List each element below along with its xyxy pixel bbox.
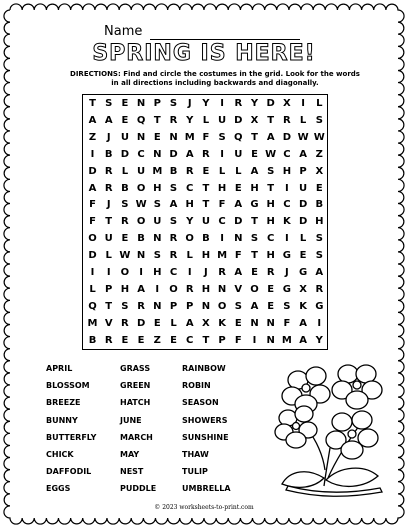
grid-letter[interactable]: Z xyxy=(315,148,323,160)
grid-letter[interactable]: R xyxy=(234,98,243,109)
grid-letter[interactable]: O xyxy=(250,283,259,295)
grid-letter[interactable]: H xyxy=(153,182,162,194)
grid-letter[interactable]: X xyxy=(299,283,307,295)
grid-letter[interactable]: T xyxy=(202,334,210,346)
word-list-item: TULIP xyxy=(182,467,208,477)
grid-letter[interactable]: J xyxy=(204,267,208,278)
grid-letter[interactable]: D xyxy=(298,199,308,211)
grid-letter[interactable]: B xyxy=(121,182,129,194)
grid-letter[interactable]: P xyxy=(218,334,226,346)
grid-letter[interactable]: M xyxy=(87,317,98,329)
grid-letter[interactable]: I xyxy=(90,148,95,160)
grid-letter[interactable]: I xyxy=(301,98,305,109)
grid-letter[interactable]: E xyxy=(121,114,129,126)
grid-letter[interactable]: W xyxy=(265,148,277,160)
word-list-item: RAINBOW xyxy=(182,364,226,373)
grid-letter[interactable]: R xyxy=(169,233,178,245)
grid-letter[interactable]: I xyxy=(90,267,95,278)
grid-letter[interactable]: I xyxy=(285,182,289,194)
grid-letter[interactable]: E xyxy=(137,334,145,346)
grid-letter[interactable]: Q xyxy=(136,114,146,126)
grid-letter[interactable]: A xyxy=(185,317,194,329)
grid-letter[interactable]: T xyxy=(153,114,161,126)
grid-letter[interactable]: F xyxy=(89,199,96,211)
grid-letter[interactable]: A xyxy=(234,199,243,211)
grid-letter[interactable]: F xyxy=(234,250,242,262)
grid-letter[interactable]: P xyxy=(169,300,178,312)
grid-letter[interactable]: X xyxy=(250,114,259,126)
grid-letter[interactable]: H xyxy=(217,182,227,194)
grid-letter[interactable]: N xyxy=(169,131,178,143)
grid-letter[interactable]: I xyxy=(252,334,257,346)
grid-letter[interactable]: I xyxy=(187,267,192,278)
grid-letter[interactable]: E xyxy=(299,250,307,262)
word-list-item: JUNE xyxy=(120,415,142,425)
grid-letter[interactable]: S xyxy=(315,250,323,262)
grid-letter[interactable]: L xyxy=(218,165,226,177)
grid-letter[interactable]: R xyxy=(218,267,226,278)
word-list-item: UMBRELLA xyxy=(182,484,231,494)
grid-letter[interactable]: S xyxy=(105,98,113,109)
grid-letter[interactable]: T xyxy=(251,250,258,262)
grid-letter[interactable]: X xyxy=(202,317,210,329)
grid-letter[interactable]: E xyxy=(170,334,177,346)
word-list-item: HATCH xyxy=(120,398,151,408)
grid-letter[interactable]: E xyxy=(153,317,161,329)
grid-letter[interactable]: Y xyxy=(202,98,210,109)
grid-letter[interactable]: R xyxy=(185,283,194,295)
grid-letter[interactable]: D xyxy=(298,216,308,228)
grid-letter[interactable]: T xyxy=(105,300,113,312)
word-list-item: BREEZE xyxy=(46,398,81,408)
grid-letter[interactable]: S xyxy=(121,199,129,211)
grid-letter[interactable]: E xyxy=(234,182,242,194)
grid-letter[interactable]: B xyxy=(169,165,178,177)
word-list-item: DAFFODIL xyxy=(46,467,92,477)
grid-letter[interactable]: E xyxy=(121,334,129,346)
grid-letter[interactable]: D xyxy=(120,148,130,160)
grid-letter[interactable]: O xyxy=(185,233,194,245)
grid-letter[interactable]: L xyxy=(202,114,210,126)
grid-letter[interactable]: S xyxy=(250,233,259,245)
grid-letter[interactable]: E xyxy=(315,182,323,194)
grid-letter[interactable]: H xyxy=(282,165,292,177)
grid-letter[interactable]: D xyxy=(88,165,97,177)
grid-letter[interactable]: T xyxy=(202,199,210,211)
grid-letter[interactable]: R xyxy=(266,267,275,278)
grid-letter[interactable]: H xyxy=(266,250,275,262)
grid-letter[interactable]: B xyxy=(88,334,97,346)
grid-letter[interactable]: S xyxy=(153,199,161,211)
grid-letter[interactable]: N xyxy=(153,233,162,245)
grid-letter[interactable]: R xyxy=(169,114,178,126)
grid-letter[interactable]: N xyxy=(217,283,227,295)
grid-letter[interactable]: B xyxy=(137,233,145,245)
grid-letter[interactable]: M xyxy=(217,250,228,262)
grid-letter[interactable]: O xyxy=(136,182,146,194)
word-list-item: CHICK xyxy=(46,450,74,459)
grid-letter[interactable]: I xyxy=(139,267,143,278)
grid-letter[interactable]: A xyxy=(250,300,259,312)
grid-letter[interactable]: D xyxy=(266,98,275,109)
grid-letter[interactable]: E xyxy=(121,233,129,245)
word-list-item: BLOSSOM xyxy=(46,381,90,391)
grid-letter[interactable]: T xyxy=(267,114,275,126)
grid-letter[interactable]: H xyxy=(201,250,211,262)
grid-letter[interactable]: O xyxy=(136,216,146,228)
grid-letter[interactable]: B xyxy=(202,233,210,245)
grid-letter[interactable]: H xyxy=(201,283,211,295)
grid-letter[interactable]: F xyxy=(218,199,226,211)
name-field-line[interactable] xyxy=(150,39,300,40)
grid-letter[interactable]: U xyxy=(137,165,146,177)
grid-letter[interactable]: B xyxy=(315,199,324,211)
word-list-item: ROBIN xyxy=(182,381,211,391)
grid-letter[interactable]: W xyxy=(297,131,309,143)
grid-letter[interactable]: H xyxy=(120,283,130,295)
grid-letter[interactable]: I xyxy=(220,148,224,160)
grid-letter[interactable]: S xyxy=(283,300,291,312)
grid-letter[interactable]: D xyxy=(136,317,146,329)
grid-letter[interactable]: X xyxy=(315,165,324,177)
name-label: Name xyxy=(104,24,143,39)
grid-letter[interactable]: N xyxy=(266,317,275,329)
grid-letter[interactable]: A xyxy=(88,114,97,126)
grid-letter[interactable]: R xyxy=(104,334,113,346)
grid-letter[interactable]: S xyxy=(169,98,178,109)
grid-letter[interactable]: F xyxy=(89,216,96,228)
grid-letter[interactable]: E xyxy=(234,317,242,329)
word-list-item: NEST xyxy=(120,467,144,477)
grid-letter[interactable]: Y xyxy=(315,334,323,346)
grid-letter[interactable]: E xyxy=(251,148,258,160)
grid-letter[interactable]: H xyxy=(153,267,162,278)
grid-letter[interactable]: C xyxy=(169,267,178,278)
grid-letter[interactable]: J xyxy=(285,267,289,278)
grid-letter[interactable]: W xyxy=(135,199,147,211)
grid-letter[interactable]: A xyxy=(137,283,145,295)
grid-letter[interactable]: S xyxy=(218,131,226,143)
grid-letter[interactable]: D xyxy=(234,216,243,228)
grid-letter[interactable]: C xyxy=(267,233,275,245)
word-list-item: THAW xyxy=(182,450,209,459)
grid-letter[interactable]: V xyxy=(104,317,113,329)
grid-letter[interactable]: L xyxy=(170,317,177,329)
grid-letter[interactable]: C xyxy=(218,216,226,228)
grid-letter[interactable]: I xyxy=(220,233,224,245)
grid-letter[interactable]: G xyxy=(298,267,308,278)
grid-letter[interactable]: N xyxy=(234,233,243,245)
word-list-item: MARCH xyxy=(120,432,153,442)
grid-letter[interactable]: N xyxy=(136,250,146,262)
word-list-item: GREEN xyxy=(120,381,151,391)
grid-letter[interactable]: U xyxy=(218,114,227,126)
word-list-item: SEASON xyxy=(182,398,219,408)
grid-letter[interactable]: G xyxy=(250,199,259,211)
grid-letter[interactable]: R xyxy=(104,182,113,194)
grid-letter[interactable]: R xyxy=(121,317,129,329)
grid-letter[interactable]: R xyxy=(104,165,113,177)
grid-letter[interactable]: C xyxy=(137,148,145,160)
grid-letter[interactable]: A xyxy=(104,114,113,126)
grid-letter[interactable]: J xyxy=(187,98,192,109)
grid-letter[interactable]: A xyxy=(299,317,307,329)
grid-letter[interactable]: A xyxy=(234,267,243,278)
grid-letter[interactable]: U xyxy=(104,233,113,245)
grid-letter[interactable]: C xyxy=(283,148,291,160)
grid-letter[interactable]: U xyxy=(153,216,162,228)
grid-letter[interactable]: Y xyxy=(250,98,259,109)
grid-letter[interactable]: U xyxy=(201,216,210,228)
word-list-item: APRIL xyxy=(46,364,73,373)
grid-letter[interactable]: R xyxy=(121,216,129,228)
grid-letter[interactable]: A xyxy=(315,267,324,278)
word-list-item: SUNSHINE xyxy=(182,432,229,442)
grid-letter[interactable]: R xyxy=(169,250,178,262)
grid-letter[interactable]: K xyxy=(299,300,307,312)
grid-letter[interactable]: P xyxy=(186,300,194,312)
grid-letter[interactable]: N xyxy=(266,334,275,346)
puzzle-grid[interactable] xyxy=(84,95,328,349)
grid-letter[interactable]: S xyxy=(153,250,161,262)
grid-letter[interactable]: T xyxy=(105,216,113,228)
grid-letter[interactable]: I xyxy=(285,233,289,245)
grid-letter[interactable]: D xyxy=(234,114,243,126)
grid-letter[interactable]: B xyxy=(104,148,113,160)
grid-letter[interactable]: Z xyxy=(88,131,97,143)
grid-letter[interactable]: Z xyxy=(153,334,161,346)
grid-letter[interactable]: T xyxy=(267,182,275,194)
grid-letter[interactable]: N xyxy=(201,300,211,312)
grid-letter[interactable]: Q xyxy=(234,131,243,143)
grid-letter[interactable]: D xyxy=(282,131,292,143)
grid-letter[interactable]: R xyxy=(185,165,194,177)
grid-letter[interactable]: W xyxy=(119,250,131,262)
word-list-item: EGGS xyxy=(46,484,71,494)
word-list-item: MAY xyxy=(120,450,140,459)
page-title: SPRING IS HERE! xyxy=(92,41,316,66)
grid-letter[interactable]: R xyxy=(283,114,291,126)
grid-letter[interactable]: J xyxy=(106,131,111,143)
grid-letter[interactable]: J xyxy=(106,199,111,211)
grid-letter[interactable]: I xyxy=(317,317,322,329)
grid-letter[interactable]: H xyxy=(315,216,324,228)
grid-letter[interactable]: C xyxy=(186,182,194,194)
grid-letter[interactable]: M xyxy=(152,165,163,177)
word-list-item: SHOWERS xyxy=(182,415,228,425)
grid-letter[interactable]: U xyxy=(234,148,243,160)
grid-letter[interactable]: Y xyxy=(186,114,194,126)
grid-letter[interactable]: G xyxy=(315,300,324,312)
grid-letter[interactable]: I xyxy=(220,98,224,109)
grid-letter[interactable]: N xyxy=(250,317,259,329)
grid-letter[interactable]: A xyxy=(185,148,194,160)
grid-letter[interactable]: S xyxy=(315,114,323,126)
grid-letter[interactable]: O xyxy=(120,267,130,278)
grid-letter[interactable]: L xyxy=(186,250,193,262)
grid-letter[interactable]: P xyxy=(105,283,113,295)
grid-letter[interactable]: L xyxy=(89,283,96,295)
grid-letter[interactable]: A xyxy=(250,165,259,177)
grid-letter[interactable]: R xyxy=(137,300,145,312)
grid-letter[interactable]: U xyxy=(299,182,308,194)
grid-letter[interactable]: O xyxy=(217,300,227,312)
grid-letter[interactable]: F xyxy=(234,334,242,346)
grid-letter[interactable]: T xyxy=(202,182,210,194)
grid-letter[interactable]: G xyxy=(282,250,291,262)
grid-letter[interactable]: S xyxy=(267,165,275,177)
grid-letter[interactable]: T xyxy=(251,216,258,228)
grid-letter[interactable]: E xyxy=(121,98,129,109)
grid-letter[interactable]: S xyxy=(169,216,178,228)
grid-letter[interactable]: I xyxy=(106,267,111,278)
grid-letter[interactable]: I xyxy=(155,283,160,295)
grid-letter[interactable]: L xyxy=(299,233,307,245)
grid-letter[interactable]: V xyxy=(234,283,243,295)
grid-letter[interactable]: E xyxy=(153,131,161,143)
grid-letter[interactable]: S xyxy=(169,182,178,194)
grid-letter[interactable]: P xyxy=(299,165,307,177)
grid-letter[interactable]: D xyxy=(88,250,97,262)
grid-letter[interactable]: H xyxy=(185,199,194,211)
grid-letter[interactable]: L xyxy=(235,165,242,177)
grid-letter[interactable]: M xyxy=(184,131,195,143)
grid-letter[interactable]: W xyxy=(313,131,325,143)
grid-letter[interactable]: S xyxy=(121,300,129,312)
copyright-footer: © 2023 worksheets-to-print.com xyxy=(154,504,254,511)
grid-letter[interactable]: K xyxy=(218,317,226,329)
grid-letter[interactable]: O xyxy=(169,283,178,295)
grid-letter[interactable]: L xyxy=(299,114,307,126)
word-list-item: GRASS xyxy=(120,364,151,373)
grid-letter[interactable]: L xyxy=(316,98,323,109)
grid-letter[interactable]: L xyxy=(121,165,129,177)
grid-letter[interactable]: R xyxy=(202,148,210,160)
grid-letter[interactable]: A xyxy=(266,131,275,143)
grid-letter[interactable]: M xyxy=(281,334,292,346)
grid-letter[interactable]: E xyxy=(267,283,275,295)
grid-letter[interactable]: P xyxy=(153,98,161,109)
grid-letter[interactable]: R xyxy=(315,283,324,295)
grid-letter[interactable]: N xyxy=(153,148,162,160)
grid-letter[interactable]: S xyxy=(234,300,242,312)
grid-letter[interactable]: H xyxy=(266,216,275,228)
grid-letter[interactable]: A xyxy=(299,148,307,160)
grid-letter[interactable]: K xyxy=(283,216,291,228)
grid-letter[interactable]: H xyxy=(250,182,259,194)
grid-letter[interactable]: E xyxy=(251,267,258,278)
grid-letter[interactable]: X xyxy=(283,98,291,109)
grid-letter[interactable]: A xyxy=(169,199,178,211)
grid-letter[interactable]: Q xyxy=(88,300,97,312)
grid-letter[interactable]: N xyxy=(153,300,162,312)
grid-letter[interactable]: F xyxy=(283,317,291,329)
grid-letter[interactable]: F xyxy=(202,131,210,143)
grid-letter[interactable]: T xyxy=(251,131,258,143)
word-list-item: BUTTERFLY xyxy=(46,432,97,442)
grid-letter[interactable]: N xyxy=(136,98,146,109)
grid-letter[interactable]: H xyxy=(266,199,275,211)
grid-letter[interactable]: A xyxy=(88,182,97,194)
word-list-item: PUDDLE xyxy=(120,484,157,494)
directions-text: DIRECTIONS: Find and circle the costumes in the grid. Look for the words in all directions including backwards and diagonally. xyxy=(70,70,360,87)
grid-letter[interactable]: D xyxy=(169,148,178,160)
grid-letter[interactable]: T xyxy=(89,98,96,109)
grid-letter[interactable]: N xyxy=(136,131,146,143)
flower-illustration xyxy=(268,360,398,500)
grid-letter[interactable]: E xyxy=(202,165,210,177)
grid-letter[interactable]: G xyxy=(282,283,291,295)
grid-letter[interactable]: Y xyxy=(186,216,194,228)
grid-letter[interactable]: O xyxy=(88,233,97,245)
grid-letter[interactable]: C xyxy=(283,199,291,211)
grid-letter[interactable]: L xyxy=(105,250,112,262)
word-list-item: BUNNY xyxy=(46,415,78,425)
grid-letter[interactable]: E xyxy=(267,300,275,312)
grid-letter[interactable]: C xyxy=(186,334,194,346)
grid-letter[interactable]: S xyxy=(315,233,323,245)
grid-letter[interactable]: A xyxy=(299,334,307,346)
grid-letter[interactable]: U xyxy=(120,131,129,143)
